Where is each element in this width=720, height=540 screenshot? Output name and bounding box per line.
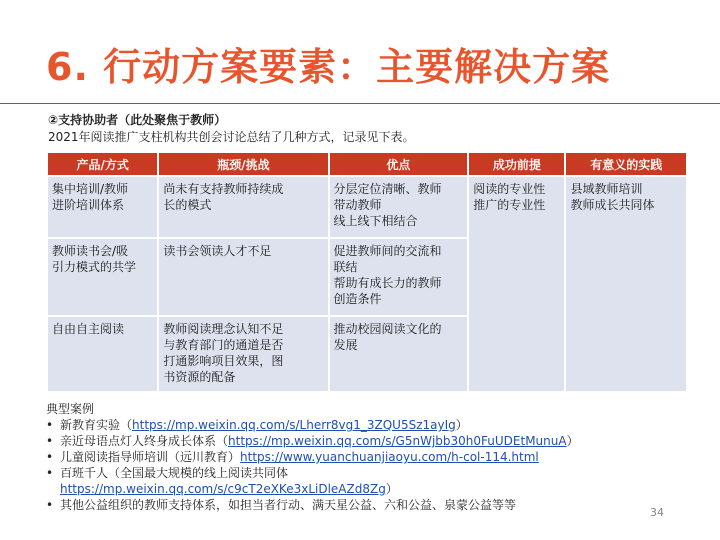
cell-advantage bbox=[330, 317, 468, 391]
list-item bbox=[46, 465, 686, 497]
cell-product bbox=[48, 317, 157, 391]
cell-advantage bbox=[330, 177, 468, 237]
intro-text: 2021年阅读推广支柱机构共创会讨论总结了几种方式，记录见下表。 bbox=[48, 130, 415, 144]
cell-text: 读书会领读人才不足 bbox=[163, 244, 272, 258]
page-number: 34 bbox=[650, 506, 664, 519]
list-item bbox=[46, 497, 686, 513]
cell-text: 打通影响项目效果，图 bbox=[163, 354, 284, 368]
cell-text: 与教育部门的通道是否 bbox=[163, 338, 284, 352]
table-row bbox=[48, 177, 686, 237]
cell-text: 联结 bbox=[333, 260, 358, 274]
cell-text: 教师读书会/吸 bbox=[52, 244, 129, 258]
case-section-title: 典型案例 bbox=[46, 402, 95, 416]
case-link[interactable]: https://www.yuanchuanjiaoyu.com/h-col-114.html bbox=[240, 450, 539, 464]
cell-challenge bbox=[159, 317, 327, 391]
cell-product bbox=[48, 239, 157, 315]
cell-text: 推广的专业性 bbox=[473, 198, 546, 212]
case-list bbox=[46, 417, 686, 513]
bullet-icon: • bbox=[46, 418, 54, 432]
list-item bbox=[46, 417, 686, 433]
cell-prerequisite-shared bbox=[469, 177, 564, 391]
case-text-suffix: ） bbox=[455, 418, 468, 432]
header-advantage: 优点 bbox=[330, 153, 468, 175]
cell-text: 引力模式的共学 bbox=[52, 260, 137, 274]
title-divider bbox=[0, 103, 720, 104]
cell-advantage bbox=[330, 239, 468, 315]
case-text-suffix: ） bbox=[566, 434, 579, 448]
case-text: 亲近母语点灯人终身成长体系（ bbox=[60, 434, 229, 448]
cell-text: 县域教师培训 bbox=[570, 182, 643, 196]
cell-text: 书资源的配备 bbox=[163, 370, 236, 384]
case-link[interactable]: https://mp.weixin.qq.com/s/c9cT2eXKe3xLiDleAZd8Zg bbox=[60, 482, 386, 496]
case-text: 儿童阅读指导师培训（远川教育） bbox=[60, 450, 241, 464]
cell-text: 集中培训/教师 bbox=[52, 182, 129, 196]
cell-text: 教师成长共同体 bbox=[570, 198, 655, 212]
header-product: 产品/方式 bbox=[48, 153, 157, 175]
cell-text: 带动教师 bbox=[333, 198, 382, 212]
cell-text: 线上线下相结合 bbox=[333, 214, 418, 228]
case-text: 其他公益组织的教师支持体系，如担当者行动、满天星公益、六和公益、泉蒙公益等等 bbox=[60, 498, 517, 512]
bullet-icon: • bbox=[46, 498, 54, 512]
case-link[interactable]: https://mp.weixin.qq.com/s/G5nWjbb30h0FuUDEtMunuA bbox=[228, 434, 567, 448]
case-text-suffix: ） bbox=[385, 482, 398, 496]
header-challenge: 瓶颈/挑战 bbox=[159, 153, 327, 175]
header-prerequisite: 成功前提 bbox=[469, 153, 564, 175]
header-practice: 有意义的实践 bbox=[566, 153, 686, 175]
cell-text: 创造条件 bbox=[333, 292, 382, 306]
list-item bbox=[46, 433, 686, 449]
cell-text: 发展 bbox=[333, 338, 358, 352]
case-text: 百班千人（全国最大规模的线上阅读共同体 bbox=[60, 466, 289, 480]
case-text: 新教育实验（ bbox=[60, 418, 133, 432]
cell-text: 自由自主阅读 bbox=[52, 322, 125, 336]
cell-text: 帮助有成长力的教师 bbox=[333, 276, 442, 290]
table-header-row bbox=[48, 153, 686, 175]
cell-text: 进阶培训体系 bbox=[52, 198, 125, 212]
cell-text: 推动校园阅读文化的 bbox=[333, 322, 442, 336]
solutions-table bbox=[46, 151, 688, 393]
list-item bbox=[46, 449, 686, 465]
cell-text: 教师阅读理念认知不足 bbox=[163, 322, 284, 336]
cell-text: 分层定位清晰、教师 bbox=[333, 182, 442, 196]
bullet-icon: • bbox=[46, 466, 54, 480]
bullet-icon: • bbox=[46, 434, 54, 448]
case-section bbox=[46, 401, 686, 513]
cell-text: 尚未有支持教师持续成 bbox=[163, 182, 284, 196]
cell-practice-shared bbox=[566, 177, 686, 391]
cell-product bbox=[48, 177, 157, 237]
page-title: 6. 行动方案要素：主要解决方案 bbox=[46, 45, 611, 89]
cell-challenge bbox=[159, 239, 327, 315]
case-link[interactable]: https://mp.weixin.qq.com/s/Lherr8vg1_3ZQU5Sz1ayIg bbox=[132, 418, 456, 432]
cell-text: 促进教师间的交流和 bbox=[333, 244, 442, 258]
bullet-icon: • bbox=[46, 450, 54, 464]
cell-challenge bbox=[159, 177, 327, 237]
cell-text: 阅读的专业性 bbox=[473, 182, 546, 196]
cell-text: 长的模式 bbox=[163, 198, 212, 212]
section-subtitle: ②支持协助者（此处聚焦于教师） bbox=[48, 113, 227, 127]
